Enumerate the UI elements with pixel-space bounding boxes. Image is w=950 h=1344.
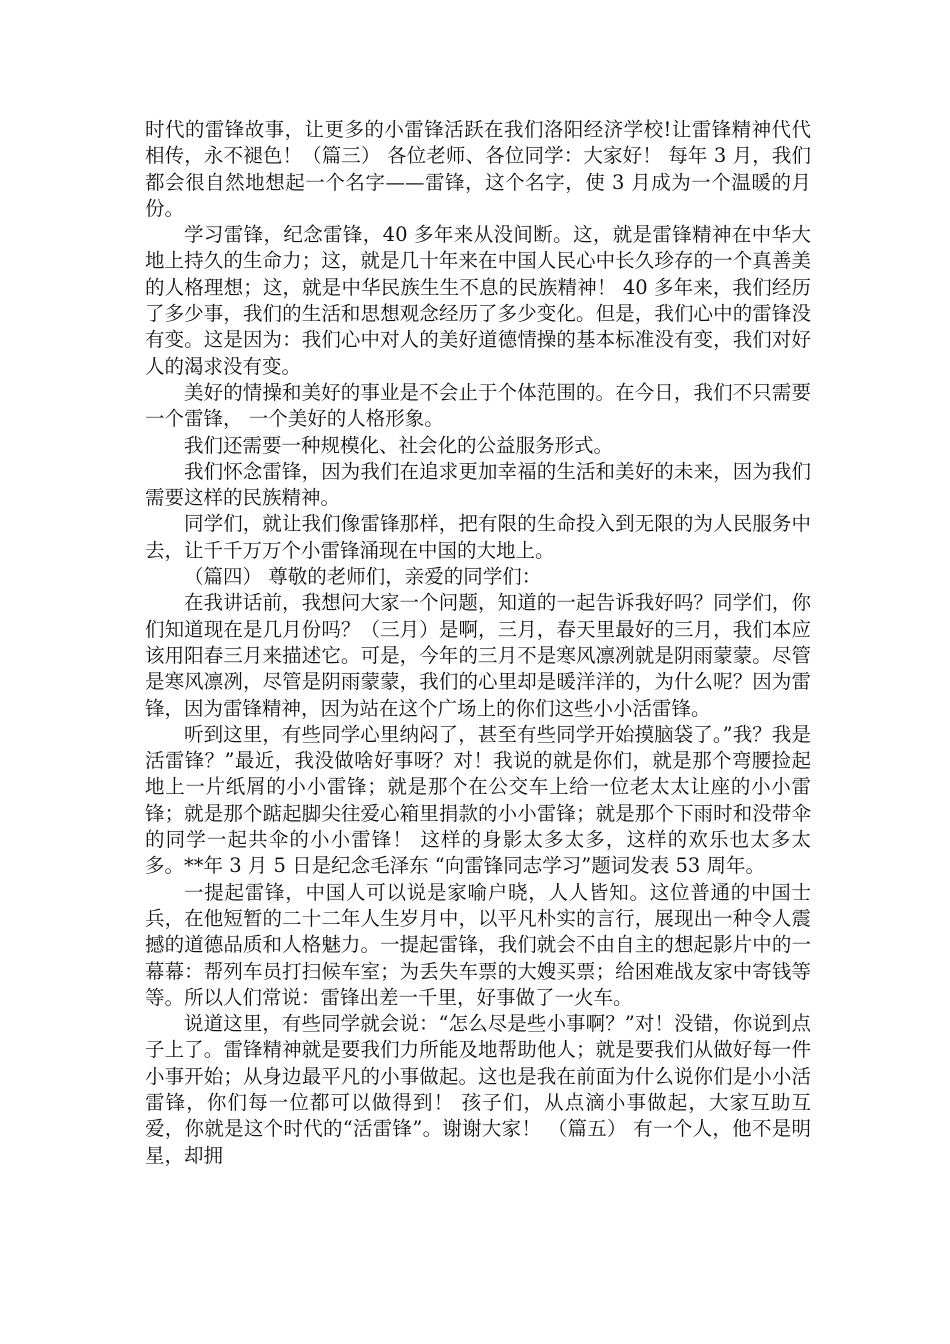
paragraph-5: 我们怀念雷锋，因为我们在追求更加幸福的生活和美好的未来，因为我们需要这样的民族精神。 xyxy=(145,459,811,510)
document-body xyxy=(145,117,811,1169)
paragraph-9: 听到这里，有些同学心里纳闷了，甚至有些同学开始摸脑袋了。”我？我是活雷锋？”最近，我没做啥好事呀？对！我说的就是你们，就是那个弯腰捡起地上一片纸屑的小小雷锋；就是那个在公交车上给一位老太太让座的小小雷锋；就是那个踮起脚尖往爱心箱里捐款的小小雷锋；就是那个下雨时和没带伞的同学一起共伞的小小雷锋！ 这样的身影太多太多，这样的欢乐也太多太多。**年 3 月 5 日是纪念毛泽东 “向雷锋同志学习”题词发表 53 周年。 xyxy=(145,722,811,878)
paragraph-10: 一提起雷锋，中国人可以说是家喻户晓，人人皆知。这位普通的中国士兵，在他短暂的二十二年人生岁月中，以平凡朴实的言行，展现出一种令人震撼的道德品质和人格魅力。一提起雷锋，我们就会不由自主的想起影片中的一幕幕：帮列车员打扫候车室；为丢失车票的大嫂买票；给困难战友家中寄钱等等。所以人们常说：雷锋出差一千里，好事做了一火车。 xyxy=(145,880,811,1009)
paragraph-2: 学习雷锋，纪念雷锋，40 多年来从没间断。这，就是雷锋精神在中华大地上持久的生命力；这，就是几十年来在中国人民心中长久珍存的一个真善美的人格理想；这，就是中华民族生生不息的民族精神！ 40 多年来，我们经历了多少事，我们的生活和思想观念经历了多少变化。但是，我们心中的雷锋没有变。这是因为：我们心中对人的美好道德情操的基本标准没有变，我们对好人的渴求没有变。 xyxy=(145,223,811,378)
paragraph-4: 我们还需要一种规模化、社会化的公益服务形式。 xyxy=(184,433,614,457)
paragraph-6: 同学们，就让我们像雷锋那样，把有限的生命投入到无限的为人民服务中去，让千千万万个小雷锋涌现在中国的大地上。 xyxy=(145,512,811,562)
paragraph-1: 时代的雷锋故事，让更多的小雷锋活跃在我们洛阳经济学校!让雷锋精神代代相传，永不褪色！（篇三） 各位老师、各位同学：大家好！ 每年 3 月，我们都会很自然地想起一个名字——雷锋，这个名字，使 3 月成为一个温暖的月份。 xyxy=(145,118,811,220)
paragraph-3: 美好的情操和美好的事业是不会止于个体范围的。在今日，我们不只需要一个雷锋， 一个美好的人格形象。 xyxy=(145,380,811,431)
paragraph-7: （篇四） 尊敬的老师们，亲爱的同学们： xyxy=(184,565,542,589)
paragraph-11: 说道这里，有些同学就会说：“怎么尽是些小事啊？”对！没错，你说到点子上了。雷锋精神就是要我们力所能及地帮助他人；就是要我们从做好每一件小事开始；从身边最平凡的小事做起。这也是我在前面为什么说你们是小小活雷锋，你们每一位都可以做得到！ 孩子们，从点滴小事做起，大家互助互爱，你就是这个时代的“活雷锋”。谢谢大家！ （篇五） 有一个人，他不是明星，却拥 xyxy=(145,1012,811,1167)
paragraph-8: 在我讲话前，我想问大家一个问题，知道的一起告诉我好吗？同学们，你们知道现在是几月份吗？（三月）是啊，三月，春天里最好的三月，我们本应该用阳春三月来描述它。可是，今年的三月不是寒风凛冽就是阴雨蒙蒙。尽管是寒风凛冽，尽管是阴雨蒙蒙，我们的心里却是暖洋洋的，为什么呢？因为雷锋，因为雷锋精神，因为站在这个广场上的你们这些小小活雷锋。 xyxy=(145,591,811,720)
